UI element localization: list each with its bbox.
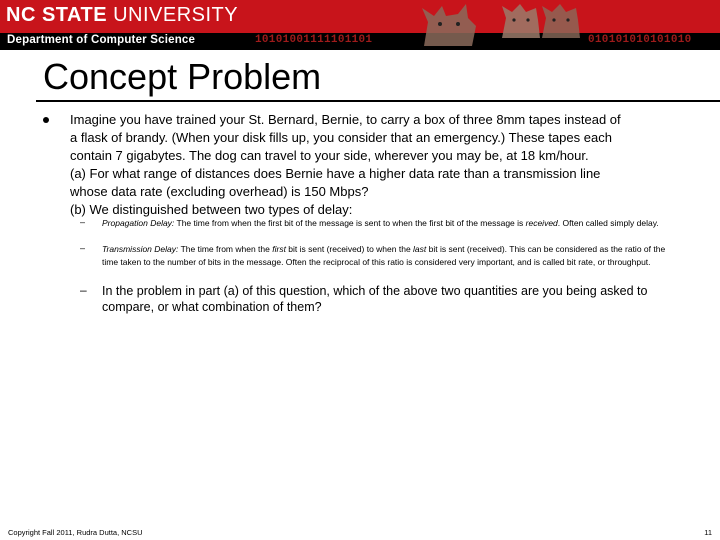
transmission-delay-text (102, 243, 682, 268)
dash-bullet: – (80, 283, 87, 297)
wolf-mascot-icon (418, 2, 482, 48)
department-name: Department of Computer Science (7, 34, 196, 46)
definition-text: The time from when the first bit of the message is sent to when the first bit of the message is (174, 218, 526, 228)
main-text-line: Imagine you have trained your St. Bernard, Bernie, to carry a box of three 8mm tapes instead of (70, 112, 621, 127)
slide-title: Concept Problem (43, 56, 322, 97)
dash-bullet: – (80, 243, 86, 253)
question-text: In the problem in part (a) of this question, which of the above two quantities are you being asked to compare, or what combination of them? (102, 284, 648, 314)
emphasis-text: first (272, 244, 286, 254)
binary-decoration-left: 10101001111101101 (255, 34, 373, 46)
main-text-line: (a) For what range of distances does Bernie have a higher data rate than a transmission line (70, 166, 601, 181)
emphasis-text: last (413, 244, 427, 254)
definition-text: bit is sent (received). This can be considered as the ratio of the time taken to the number of bits in the message. Often the reciprocal of this ratio is considered very important, and is called bit rate, or throughput. (102, 244, 666, 267)
title-rule (36, 100, 720, 102)
university-name-light: UNIVERSITY (113, 4, 239, 26)
wolf-mascot-icon (538, 2, 584, 42)
definition-text: bit is sent (received) to when the (285, 244, 414, 254)
page-number: 11 (704, 528, 712, 537)
main-text-line: (b) We distinguished between two types of delay: (70, 202, 353, 217)
binary-decoration-right: 010101010101010 (588, 34, 692, 46)
university-name-bold: NC STATE (6, 4, 108, 26)
main-text-line: a flask of brandy. (When your disk fills up, you consider that an emergency.) These tapes each (70, 130, 612, 145)
propagation-delay-text (102, 217, 682, 230)
main-text-line: whose data rate (excluding overhead) is 150 Mbps? (70, 184, 369, 199)
copyright-footer: Copyright Fall 2011, Rudra Dutta, NCSU (8, 528, 143, 537)
definition-text: . Often called simply delay. (557, 218, 659, 228)
term-label: Propagation Delay: (102, 218, 175, 228)
bullet-icon (43, 117, 49, 123)
dash-bullet: – (80, 217, 86, 227)
definition-text: The time from when the (178, 244, 273, 254)
term-label: Transmission Delay: (102, 244, 179, 254)
university-logo-text (6, 4, 238, 27)
university-banner (0, 0, 720, 50)
main-bullet-text (70, 111, 675, 219)
main-text-line: contain 7 gigabytes. The dog can travel to your side, wherever you may be, at 18 km/hour. (70, 148, 589, 163)
emphasis-text: received (525, 218, 558, 228)
